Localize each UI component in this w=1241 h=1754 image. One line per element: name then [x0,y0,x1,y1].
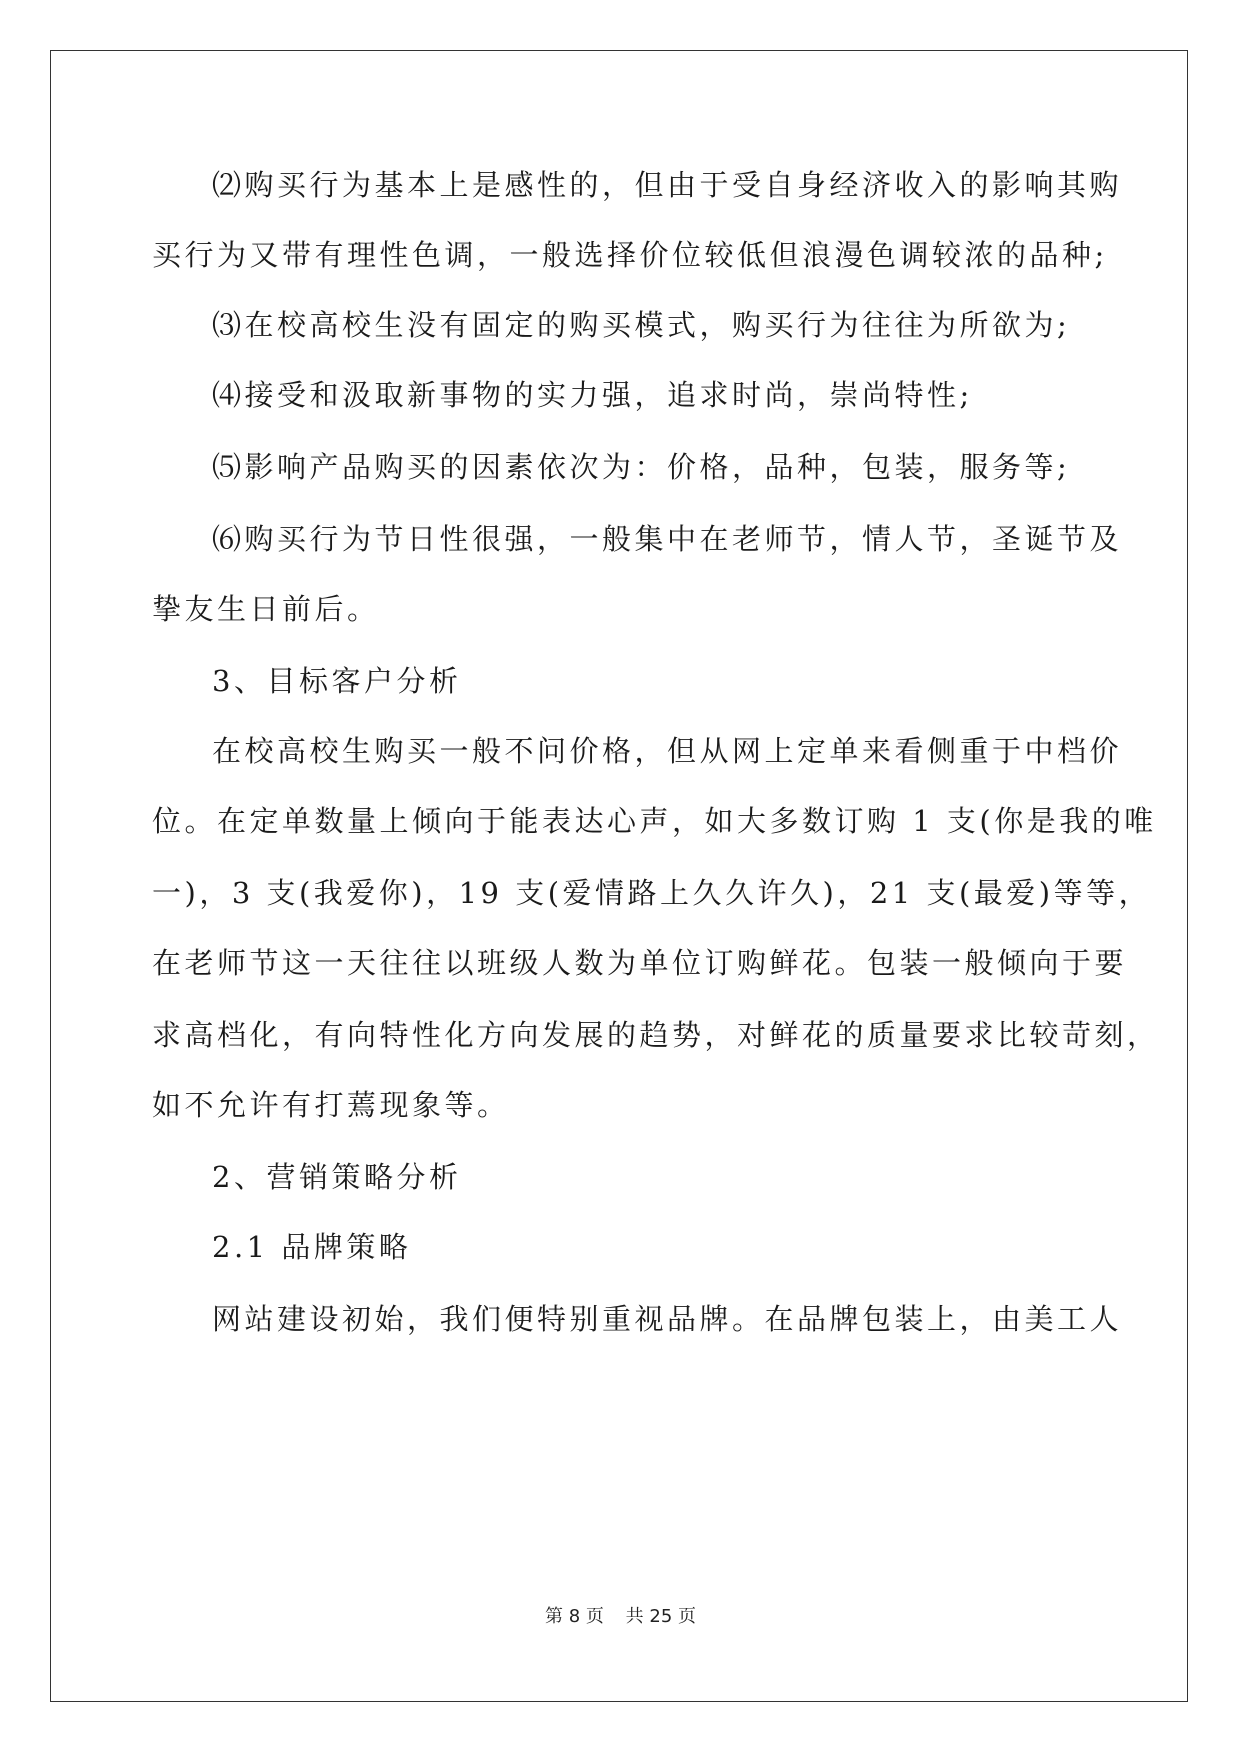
paragraph-line: ⑵购买行为基本上是感性的，但由于受自身经济收入的影响其购 [212,168,1123,202]
section-heading: 2、营销策略分析 [212,1160,462,1194]
paragraph-line: ⑶在校高校生没有固定的购买模式，购买行为往往为所欲为; [212,308,1071,342]
paragraph-line: 买行为又带有理性色调，一般选择价位较低但浪漫色调较浓的品种; [152,238,1108,272]
paragraph-line: 在老师节这一天往往以班级人数为单位订购鲜花。包装一般倾向于要 [152,946,1128,980]
page-total: 共 25 页 [625,1606,696,1627]
paragraph-line: ⑷接受和汲取新事物的实力强，追求时尚，崇尚特性; [212,378,973,412]
paragraph-line: 求高档化，有向特性化方向发展的趋势，对鲜花的质量要求比较苛刻， [152,1018,1160,1052]
paragraph-line: 网站建设初始，我们便特别重视品牌。在品牌包装上，由美工人 [212,1302,1123,1336]
paragraph-line: 位。在定单数量上倾向于能表达心声，如大多数订购 1 支(你是我的唯 [152,804,1157,838]
section-heading: 3、目标客户分析 [212,664,462,698]
paragraph-line: 一)，3 支(我爱你)，19 支(爱情路上久久许久)，21 支(最爱)等等， [152,876,1152,910]
paragraph-line: 挚友生日前后。 [152,592,380,626]
subsection-heading: 2.1 品牌策略 [212,1230,412,1264]
paragraph-line: 在校高校生购买一般不问价格，但从网上定单来看侧重于中档价 [212,734,1123,768]
page-footer [0,1602,1241,1628]
page-number: 第 8 页 [545,1606,604,1627]
paragraph-line: ⑸影响产品购买的因素依次为：价格，品种，包装，服务等; [212,450,1071,484]
paragraph-line: 如不允许有打蔫现象等。 [152,1088,510,1122]
paragraph-line: ⑹购买行为节日性很强，一般集中在老师节，情人节，圣诞节及 [212,522,1123,556]
